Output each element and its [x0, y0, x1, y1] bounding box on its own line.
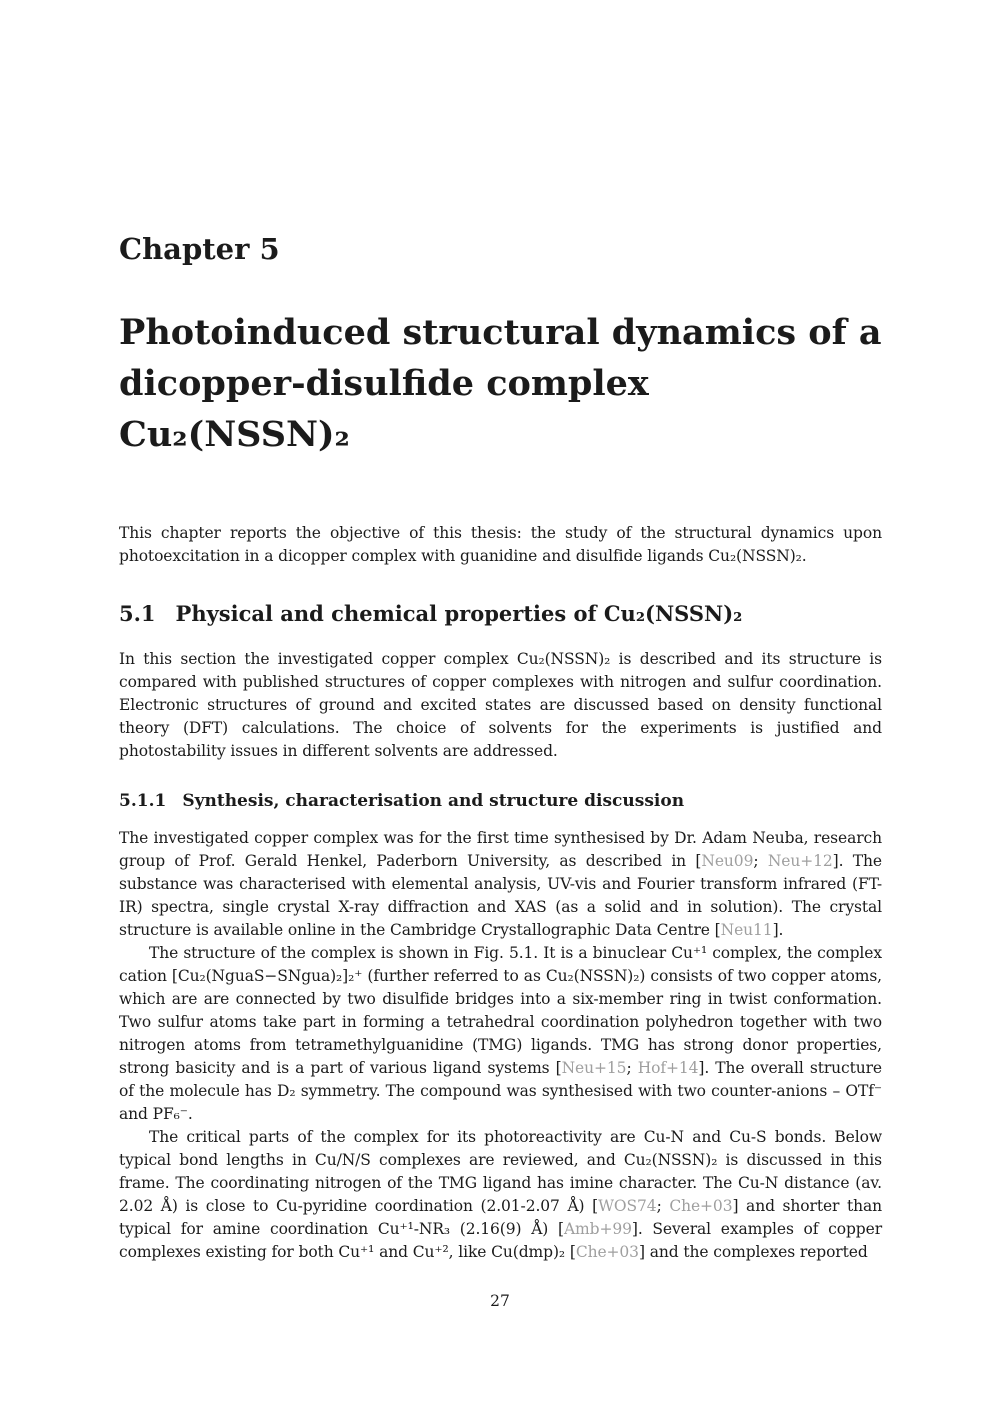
chapter-label: Chapter 5: [119, 232, 280, 266]
section-title: Physical and chemical properties of Cu₂(NSSN)₂: [175, 601, 743, 626]
chapter-intro-paragraph: This chapter reports the objective of this thesis: the study of the structural dynamics upon photoexcitation in a dicopper complex with guanidine and disulfide ligands Cu₂(NSSN)₂.: [119, 524, 882, 565]
subsection-paragraph-1: The investigated copper complex was for the first time synthesised by Dr. Adam Neuba, research group of Prof. Gerald Henkel, Paderborn University, as described in [Neu09; Neu+12]. The substance was characterised with elemental analysis, UV-vis and Fourier transform infrared (FT-IR) spectra, single crystal X-ray diffraction and XAS (as a solid and in solution). The crystal structure is available online in the Cambridge Crystallographic Data Centre [Neu11].: [119, 829, 883, 939]
chapter-title-line-2: dicopper-disulfide complex: [119, 363, 649, 404]
citation-link[interactable]: Hof+14: [637, 1059, 699, 1077]
citation-link[interactable]: Neu+15: [561, 1059, 627, 1077]
citation-link[interactable]: Neu09: [701, 852, 754, 870]
subsection-heading: [119, 790, 882, 813]
chapter-title-line-1: Photoinduced structural dynamics of a: [119, 312, 882, 353]
chapter-title: [119, 307, 882, 460]
citation-link[interactable]: WOS74: [598, 1197, 657, 1215]
page-number: 27: [490, 1292, 510, 1310]
citation-link[interactable]: Amb+99: [563, 1220, 632, 1238]
citation-link[interactable]: Neu11: [720, 921, 773, 939]
page-footer: [0, 1291, 1000, 1310]
subsection-paragraph-3: The critical parts of the complex for its photoreactivity are Cu-N and Cu-S bonds. Below typical bond lengths in Cu/N/S complexes are reviewed, and Cu₂(NSSN)₂ is discussed in this frame. The coordinating nitrogen of the TMG ligand has imine character. The Cu-N distance (av. 2.02 Å) is close to Cu-pyridine coordination (2.01-2.07 Å) [WOS74; Che+03] and shorter than typical for amine coordination Cu⁺¹-NR₃ (2.16(9) Å) [Amb+99]. Several examples of copper complexes existing for both Cu⁺¹ and Cu⁺², like Cu(dmp)₂ [Che+03] and the complexes reported: [119, 1128, 883, 1261]
subsection-number: 5.1.1: [119, 791, 167, 811]
citation-link[interactable]: Neu+12: [767, 852, 833, 870]
section-heading: [119, 600, 882, 628]
citation-link[interactable]: Che+03: [575, 1243, 639, 1261]
citation-link[interactable]: Che+03: [669, 1197, 733, 1215]
section-paragraph: In this section the investigated copper complex Cu₂(NSSN)₂ is described and its structure is compared with published structures of copper complexes with nitrogen and sulfur coordination. Electronic structures of ground and excited states are discussed based on density functional theory (DFT) calculations. The choice of solvents for the experiments is justified and photostability issues in different solvents are addressed.: [119, 650, 882, 760]
subsection-title: Synthesis, characterisation and structure discussion: [182, 791, 685, 811]
section-number: 5.1: [119, 601, 156, 626]
subsection-paragraph-2: The structure of the complex is shown in Fig. 5.1. It is a binuclear Cu⁺¹ complex, the complex cation [Cu₂(NguaS−SNgua)₂]₂⁺ (further referred to as Cu₂(NSSN)₂) consists of two copper atoms, which are are connected by two disulfide bridges into a six-member ring in twist conformation. Two sulfur atoms take part in forming a tetrahedral coordination polyhedron together with two nitrogen atoms from tetramethylguanidine (TMG) ligands. TMG has strong donor properties, strong basicity and is a part of various ligand systems [Neu+15; Hof+14]. The overall structure of the molecule has D₂ symmetry. The compound was synthesised with two counter-anions – OTf⁻ and PF₆⁻.: [119, 944, 882, 1123]
chapter-title-line-3: Cu₂(NSSN)₂: [119, 414, 350, 455]
page-content: [119, 0, 882, 1264]
